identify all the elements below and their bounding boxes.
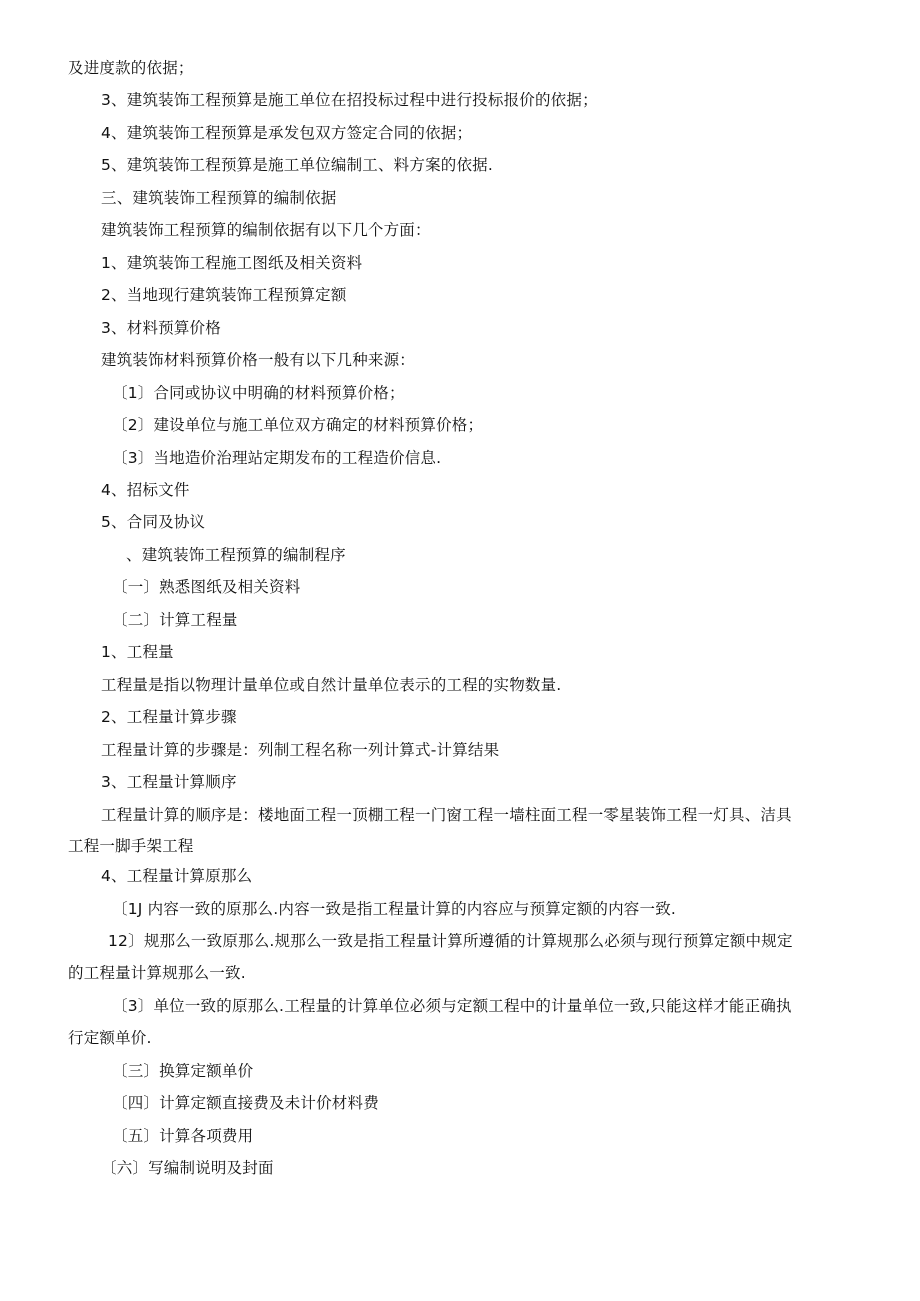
text-line: 〔二〕计算工程量 bbox=[112, 611, 238, 629]
text-line: 4、建筑装饰工程预算是承发包双方签定合同的依据； bbox=[101, 124, 473, 142]
text-line: 12〕规那么一致原那么.规那么一致是指工程量计算所遵循的计算规那么必须与现行预算定额中规定 bbox=[108, 932, 793, 950]
text-line: 〔四〕计算定额直接费及未计价材料费 bbox=[112, 1094, 379, 1112]
text-line: 〔五〕计算各项费用 bbox=[112, 1127, 254, 1145]
text-line: 行定额单价. bbox=[68, 1029, 152, 1047]
text-line: 3、建筑装饰工程预算是施工单位在招投标过程中进行投标报价的依据； bbox=[101, 91, 598, 109]
text-line: 4、招标文件 bbox=[101, 481, 190, 499]
text-line: 3、材料预算价格 bbox=[101, 319, 221, 337]
text-line: 1、建筑装饰工程施工图纸及相关资料 bbox=[101, 254, 363, 272]
text-line: 〔三〕换算定额单价 bbox=[112, 1062, 254, 1080]
text-line: 〔1〕合同或协议中明确的材料预算价格； bbox=[112, 384, 405, 402]
text-line: 〔3〕单位一致的原那么.工程量的计算单位必须与定额工程中的计量单位一致,只能这样才能正确执 bbox=[112, 997, 792, 1015]
text-line: 5、合同及协议 bbox=[101, 513, 206, 531]
text-line: 〔六〕写编制说明及封面 bbox=[101, 1159, 274, 1177]
text-line: 〔1J 内容一致的原那么.内容一致是指工程量计算的内容应与预算定额的内容一致. bbox=[112, 900, 677, 918]
text-line: 〔2〕建设单位与施工单位双方确定的材料预算价格； bbox=[112, 416, 484, 434]
text-line: 工程量是指以物理计量单位或自然计量单位表示的工程的实物数量. bbox=[101, 676, 562, 694]
text-line: 1、工程量 bbox=[101, 643, 174, 661]
text-line: 工程一脚手架工程 bbox=[68, 837, 194, 855]
text-line: 5、建筑装饰工程预算是施工单位编制工、料方案的依据. bbox=[101, 156, 493, 174]
text-line: 的工程量计算规那么一致. bbox=[68, 964, 246, 982]
text-line: 2、当地现行建筑装饰工程预算定额 bbox=[101, 286, 347, 304]
section-heading: 三、建筑装饰工程预算的编制依据 bbox=[101, 189, 337, 207]
text-line: 工程量计算的步骤是：列制工程名称一列计算式-计算结果 bbox=[101, 741, 500, 759]
text-line: 建筑装饰材料预算价格一般有以下几种来源： bbox=[101, 351, 416, 369]
text-line: 建筑装饰工程预算的编制依据有以下几个方面： bbox=[101, 221, 431, 239]
section-heading: 、建筑装饰工程预算的编制程序 bbox=[126, 546, 346, 564]
text-line: 及进度款的依据； bbox=[68, 59, 194, 77]
text-line: 4、工程量计算原那么 bbox=[101, 867, 253, 885]
text-line: 3、工程量计算顺序 bbox=[101, 773, 237, 791]
text-line: 工程量计算的顺序是：楼地面工程一顶棚工程一门窗工程一墙柱面工程一零星装饰工程一灯具、洁具 bbox=[101, 806, 792, 824]
text-line: 〔一〕熟悉图纸及相关资料 bbox=[112, 578, 301, 596]
text-line: 2、工程量计算步骤 bbox=[101, 708, 237, 726]
text-line: 〔3〕当地造价治理站定期发布的工程造价信息. bbox=[112, 449, 442, 467]
